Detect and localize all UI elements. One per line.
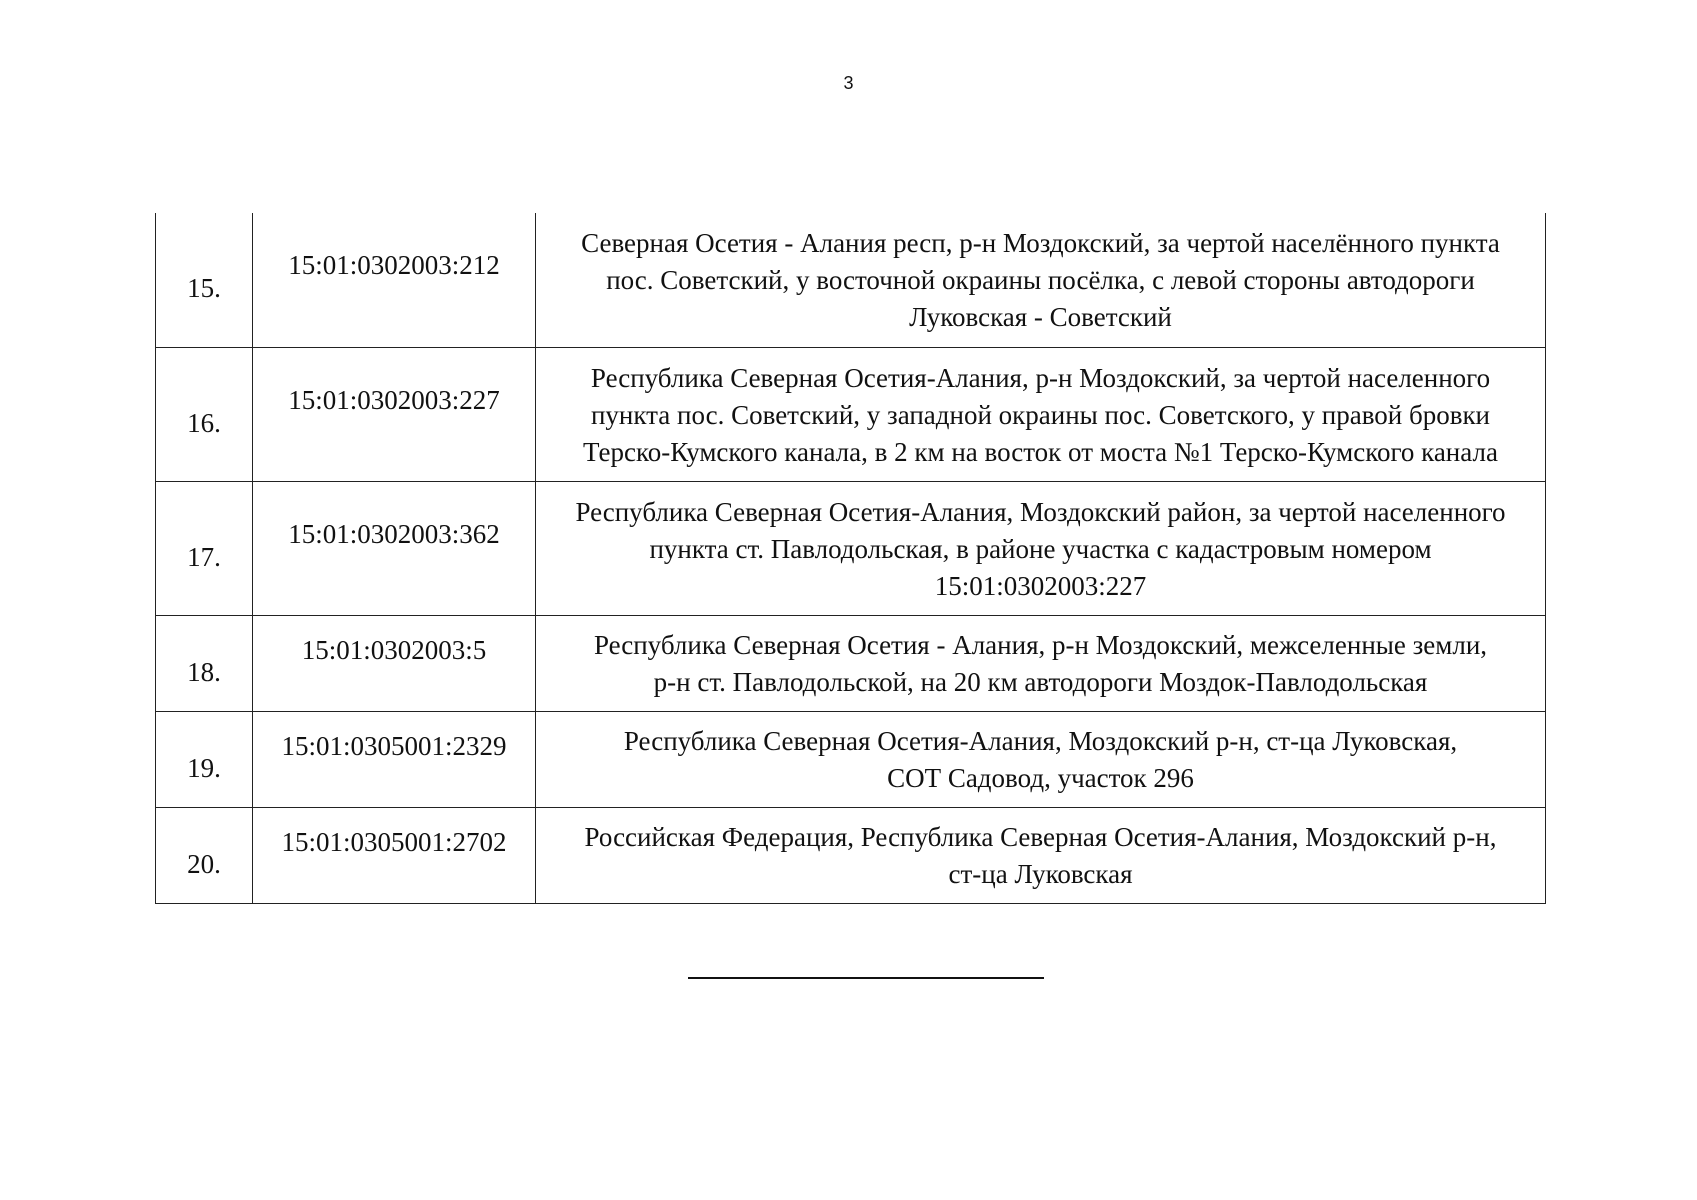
- page-number-text: 3: [843, 73, 854, 93]
- table-row: [156, 213, 1546, 347]
- address-cell: [536, 807, 1546, 903]
- address-line: СОТ Садовод, участок 296: [887, 762, 1194, 793]
- table-row: [156, 807, 1546, 903]
- table-row: [156, 711, 1546, 807]
- address-cell: [536, 213, 1546, 347]
- cadastral-number-cell: 15:01:0302003:5: [253, 615, 536, 711]
- address-line: Республика Северная Осетия-Алания, р-н Моздокский, за чертой населенного: [590, 362, 1491, 393]
- address-line: Республика Северная Осетия - Алания, р-н Моздокский, межселенные земли,: [593, 629, 1488, 660]
- address-line: 15:01:0302003:227: [934, 570, 1147, 601]
- address-cell: [536, 615, 1546, 711]
- address-line: Республика Северная Осетия-Алания, Моздокский район, за чертой населенного: [575, 496, 1506, 527]
- row-number-cell: 16.: [156, 347, 253, 481]
- cadastral-table: [155, 213, 1546, 904]
- row-number-cell: 19.: [156, 711, 253, 807]
- end-of-document-rule: [688, 977, 1044, 979]
- table-row: [156, 615, 1546, 711]
- row-number-cell: 17.: [156, 481, 253, 615]
- row-number-cell: 15.: [156, 213, 253, 347]
- cadastral-table-body: [156, 213, 1546, 903]
- address-line: пос. Советский, у восточной окраины посёлка, с левой стороны автодороги: [606, 265, 1475, 295]
- row-number-cell: 18.: [156, 615, 253, 711]
- row-number-cell: 20.: [156, 807, 253, 903]
- address-cell: [536, 711, 1546, 807]
- address-line: Луковская - Советский: [909, 302, 1172, 332]
- cadastral-number-cell: 15:01:0305001:2702: [253, 807, 536, 903]
- cadastral-number-cell: 15:01:0305001:2329: [253, 711, 536, 807]
- page-number: [0, 73, 1697, 94]
- address-line: ст-ца Луковская: [948, 858, 1133, 889]
- address-cell: [536, 347, 1546, 481]
- cadastral-number-cell: 15:01:0302003:227: [253, 347, 536, 481]
- address-line: пункта пос. Советский, у западной окраины пос. Советского, у правой бровки: [590, 399, 1491, 430]
- address-line: Республика Северная Осетия-Алания, Моздокский р-н, ст-ца Луковская,: [623, 725, 1458, 756]
- address-line: пункта ст. Павлодольская, в районе участка с кадастровым номером: [649, 533, 1432, 564]
- cadastral-number-cell: 15:01:0302003:212: [253, 213, 536, 347]
- table-row: [156, 347, 1546, 481]
- cadastral-table-container: [155, 213, 1545, 904]
- address-line: Российская Федерация, Республика Северная Осетия-Алания, Моздокский р-н,: [584, 821, 1497, 852]
- address-line: р-н ст. Павлодольской, на 20 км автодороги Моздок-Павлодольская: [653, 666, 1428, 697]
- address-line: Терско-Кумского канала, в 2 км на восток от моста №1 Терско-Кумского канала: [583, 436, 1498, 467]
- address-cell: [536, 481, 1546, 615]
- address-line: Северная Осетия - Алания респ, р-н Моздокский, за чертой населённого пункта: [581, 228, 1500, 258]
- cadastral-number-cell: 15:01:0302003:362: [253, 481, 536, 615]
- table-row: [156, 481, 1546, 615]
